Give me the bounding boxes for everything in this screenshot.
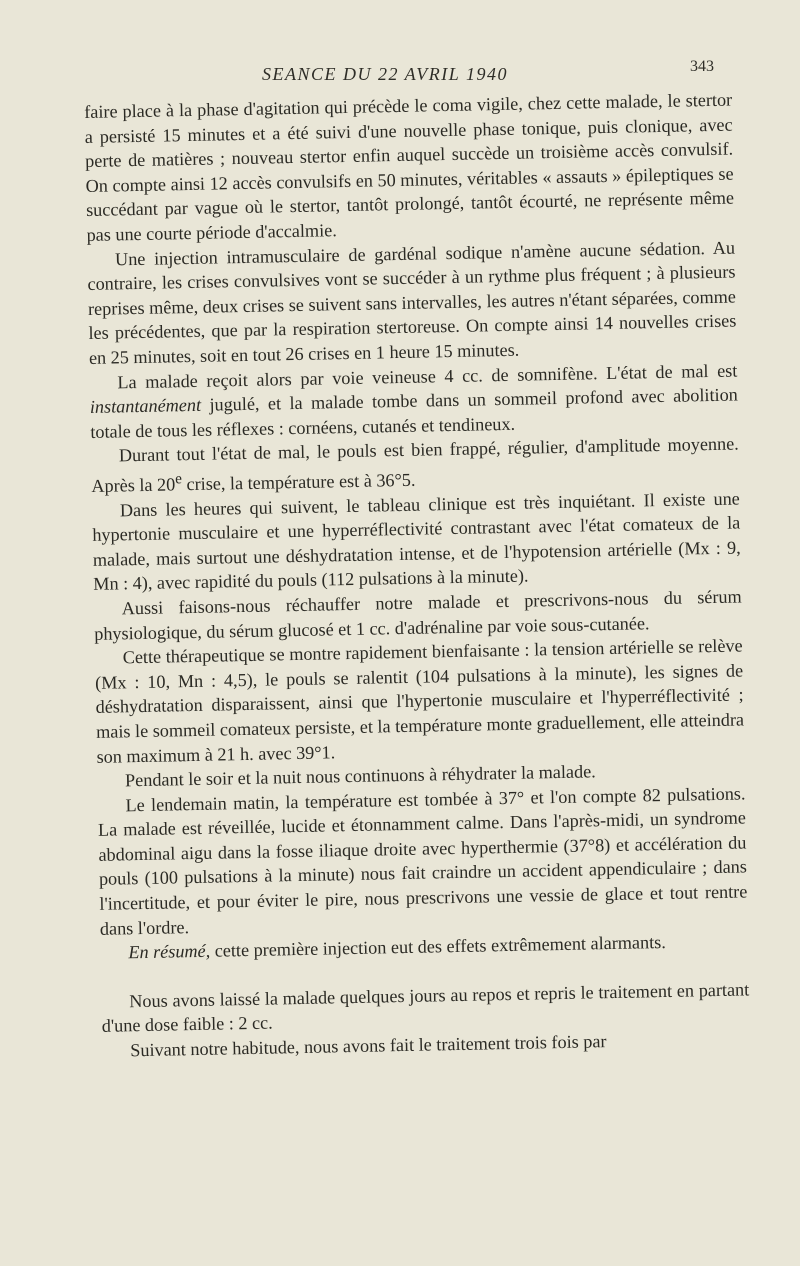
paragraph-gardenal: Une injection intramusculaire de gardénal sodique n'amène aucune sédation. Au contraire, les crises convulsives vont se succéder à un rythme plus fréquent ; à plusieurs reprises même, deux crises se suivent sans intervalles, les autres n'étant séparées, comme les précédentes, que par la respiration stertoreuse. On compte ainsi 14 nouvelles crises en 25 minutes, soit en tout 26 crises en 1 heure 15 minutes.	[87, 237, 737, 368]
running-title: SEANCE DU 22 AVRIL 1940	[262, 64, 508, 84]
paragraph-repos: Nous avons laissé la malade quelques jours au repos et repris le traitement en partant d'une dose faible : 2 cc.	[101, 979, 750, 1037]
paragraph-soir-nuit: Pendant le soir et la nuit nous continuons à réhydrater la malade.	[124, 761, 596, 791]
ordinal-superscript: e	[174, 470, 183, 488]
paragraph-resume: En résumé, cette première injection eut des effets extrêmement alarmants.	[128, 932, 666, 963]
paragraph-continuation: faire place à la phase d'agitation qui précède le coma vigile, chez cette malade, le stertor a persisté 15 minutes et a été suivi d'une nouvelle phase tonique, puis clonique, avec perte de matières ; nouveau stertor enfin auquel succède un troisième accès convulsif. On compte ainsi 12 accès convulsifs en 50 minutes, véritables « assauts » épileptiques se succédant par vague où le stertor, tantôt prolongé, tantôt écourté, ne représente même pas une courte période d'accalmie.	[84, 89, 735, 245]
paragraph-therapeutique: Cette thérapeutique se montre rapidement bienfaisante : la tension artérielle se relève (Mx : 10, Mn : 4,5), le pouls se ralentit (104 pulsations à la minute), les signes de déshydratation disparaissent, ainsi que l'hypertonie musculaire et l'hyperréflectivité ; mais le sommeil comateux persiste, et la température monte graduellement, elle atteindra son maximum à 21 h. avec 39°1.	[94, 635, 745, 767]
paragraph-habitude: Suivant notre habitude, nous avons fait le traitement trois fois par	[130, 1031, 607, 1061]
paragraph-tableau-clinique: Dans les heures qui suivent, le tableau clinique est très inquiétant. Il existe une hypertonie musculaire et une hyperréflectivité contrastant avec l'état comateux de la malade, mais surtout une déshydratation intense, et de l'hypotension artérielle (Mx : 9, Mn : 4), avec rapidité du pouls (112 pulsations à la minute).	[92, 488, 741, 595]
emphasis-instantanement: instantanément	[89, 394, 202, 418]
paragraph-lendemain: Le lendemain matin, la température est tombée à 37° et l'on compte 82 pulsations. La malade est réveillée, lucide et étonnamment calme. Dans l'après-midi, un syndrome abdominal aigu dans la fosse iliaque droite avec hyperthermie (37°8) et accélération du pouls (100 pulsations à la minute) nous fait craindre un accident appendiculaire ; dans l'incertitude, et pour éviter le pire, nous prescrivons une vessie de glace et tout rentre dans l'ordre.	[97, 783, 748, 939]
paragraph-somnifene: La malade reçoit alors par voie veineuse 4 cc. de somnifène. L'état de mal est instantanément jugulé, et la malade tombe dans un sommeil profond avec abolition totale de tous les réflexes : cornéens, cutanés et tendineux.	[89, 360, 738, 442]
paragraph-rechauffer: Aussi faisons-nous réchauffer notre malade et prescrivons-nous du sérum physiologique, du sérum glucosé et 1 cc. d'adrénaline par voie sous-cutanée.	[94, 586, 742, 644]
emphasis-en-resume: En résumé,	[128, 940, 211, 963]
page-number: 343	[690, 58, 714, 75]
page-header	[0, 58, 800, 88]
body-text	[84, 88, 750, 1064]
paragraph-pouls: Durant tout l'état de mal, le pouls est bien frappé, régulier, d'amplitude moyenne. Après la 20e crise, la température est à 36°5.	[91, 433, 739, 496]
